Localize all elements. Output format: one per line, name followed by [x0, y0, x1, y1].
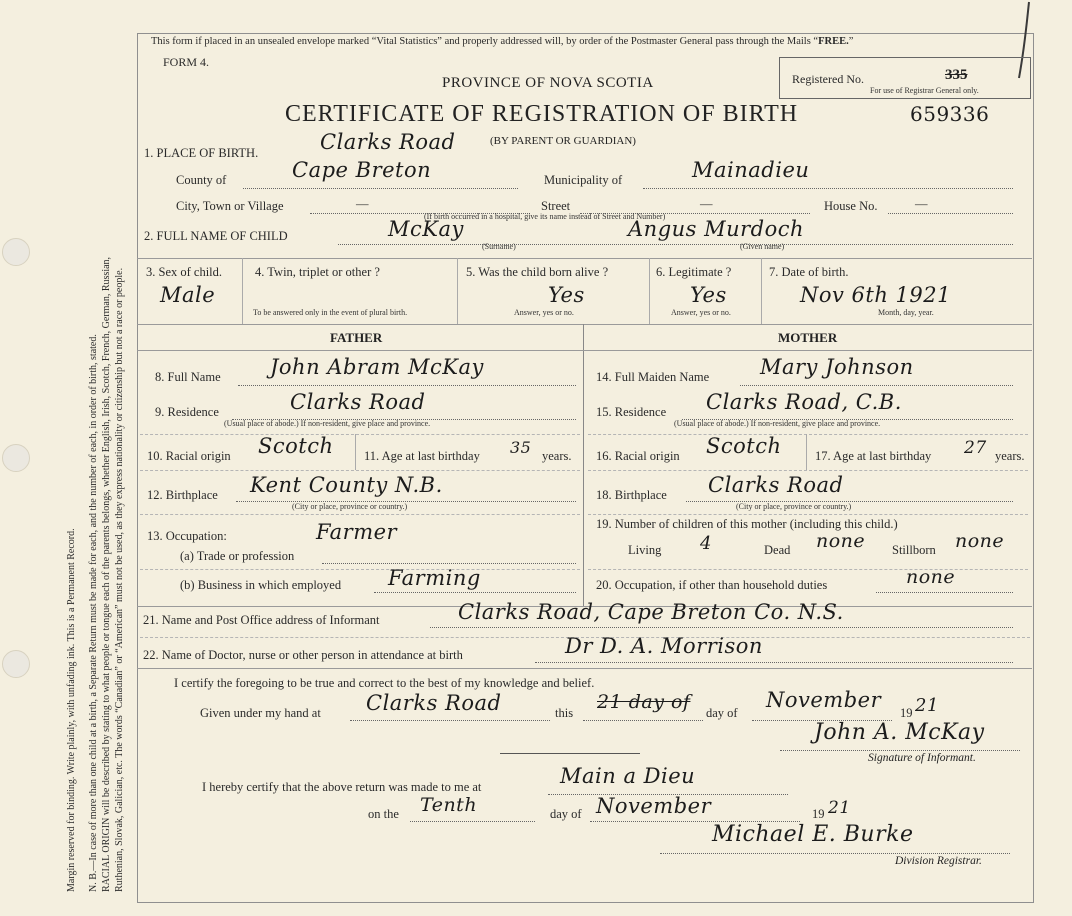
given-label: Given under my hand at: [200, 706, 321, 720]
margin-note-2: N. B.—In case of more than one child at a birth, a Separate Return must be made for each, and the number of each, in order of birth, stated.: [88, 334, 99, 892]
row-divider: [137, 258, 1032, 259]
mother-name-line: [740, 385, 1013, 386]
day-of-label: day of: [706, 706, 738, 720]
father-occupation-label: 13. Occupation:: [147, 529, 227, 543]
dob-value: Nov 6th 1921: [800, 283, 952, 307]
informant-value: Clarks Road, Cape Breton Co. N.S.: [458, 600, 844, 624]
business-label: (b) Business in which employed: [180, 578, 342, 592]
father-occupation-value: Farmer: [316, 520, 398, 544]
registrar-year-prefix: 19: [812, 807, 825, 821]
father-birthplace-note: (City or place, province or country.): [292, 502, 408, 511]
registered-box: [779, 57, 1031, 99]
stillborn-value: none: [955, 530, 1005, 552]
father-birthplace-label: 12. Birthplace: [147, 488, 218, 502]
registrar-day-of-label: day of: [550, 807, 582, 821]
mother-residence-note: (Usual place of abode.) If non-resident, give place and province.: [674, 419, 881, 428]
margin-note-4: Ruthenian, Slovak, Galician, etc. The words “Canadian” or “American” must not be used, as they express nationality or citizenship but not a race or people.: [114, 267, 125, 892]
dead-label: Dead: [764, 543, 791, 557]
year-prefix: 19: [900, 706, 913, 720]
mother-name-label: 14. Full Maiden Name: [596, 370, 710, 384]
city-label: City, Town or Village: [176, 199, 284, 213]
mother-age-unit: years.: [995, 449, 1025, 463]
father-birthplace-value: Kent County N.B.: [250, 473, 443, 497]
mother-birthplace-note: (City or place, province or country.): [736, 502, 852, 511]
municipality-label: Municipality of: [544, 173, 623, 187]
row-divider: [137, 324, 1032, 325]
dead-value: none: [816, 530, 866, 552]
father-race-value: Scotch: [258, 434, 334, 458]
informant-line: [430, 627, 1013, 628]
mother-residence-value: Clarks Road, C.B.: [706, 390, 902, 414]
margin-note-1: Margin reserved for binding. Write plainly, with unfading ink. This is a Permanent Record.: [66, 528, 77, 892]
child-name-label: 2. FULL NAME OF CHILD: [144, 229, 288, 243]
dob-note: Month, day, year.: [878, 308, 934, 317]
mother-occupation-value: none: [906, 566, 956, 588]
mother-residence-label: 15. Residence: [596, 405, 667, 419]
children-label: 19. Number of children of this mother (including this child.): [596, 517, 898, 531]
given-place-line: [350, 720, 550, 721]
signature-caption: Signature of Informant.: [868, 752, 976, 764]
registrar-day-line: [410, 821, 535, 822]
registered-label: Registered No.: [792, 72, 864, 86]
column-divider: [355, 434, 356, 470]
alive-value: Yes: [548, 283, 585, 307]
day-value: 21 day of: [597, 691, 691, 713]
county-line: [243, 188, 518, 189]
row-divider: [588, 514, 1028, 515]
row-divider: [588, 470, 1028, 471]
mother-occupation-line: [876, 592, 1013, 593]
row-divider: [588, 434, 1028, 435]
child-surname-value: McKay: [388, 217, 464, 241]
column-divider: [457, 258, 458, 324]
doctor-value: Dr D. A. Morrison: [565, 634, 763, 658]
municipality-line: [643, 188, 1013, 189]
registered-number: 335: [945, 67, 968, 83]
alive-label: 5. Was the child born alive ?: [466, 265, 609, 279]
mother-heading: MOTHER: [778, 330, 838, 345]
father-name-label: 8. Full Name: [155, 370, 221, 384]
registrar-year-value: 21: [828, 798, 851, 818]
street-label: Street: [541, 199, 571, 213]
registrar-statement: I hereby certify that the above return was made to me at: [202, 780, 482, 794]
margin-note-3: RACIAL ORIGIN will be described by stating to what people or tongue each of the parents belongs, whether English, Irish, Scotch, French, German, Russian,: [101, 256, 112, 892]
house-label: House No.: [824, 199, 878, 213]
father-race-label: 10. Racial origin: [147, 449, 231, 463]
divider-rule: [500, 753, 640, 754]
father-age-value: 35: [510, 438, 532, 457]
row-divider: [140, 470, 580, 471]
day-line: [583, 720, 703, 721]
page-title: CERTIFICATE OF REGISTRATION OF BIRTH: [285, 101, 799, 127]
father-age-label: 11. Age at last birthday: [364, 449, 480, 463]
mail-note-free: FREE.: [818, 36, 849, 47]
hospital-note: (If birth occurred in a hospital, give its name instead of Street and Number): [424, 212, 666, 221]
sex-label: 3. Sex of child.: [146, 265, 223, 279]
sex-value: Male: [160, 283, 216, 307]
mail-note-close: ”: [848, 36, 854, 47]
registrar-caption: Division Registrar.: [895, 855, 982, 867]
father-name-value: John Abram McKay: [270, 355, 484, 379]
dob-label: 7. Date of birth.: [769, 265, 849, 279]
registrar-month-value: November: [596, 794, 712, 818]
trade-line: [322, 563, 576, 564]
column-divider: [242, 258, 243, 324]
mail-note: [151, 36, 853, 47]
county-label: County of: [176, 173, 227, 187]
trade-label: (a) Trade or profession: [180, 549, 295, 563]
doctor-label: 22. Name of Doctor, nurse or other person in attendance at birth: [143, 648, 463, 662]
surname-caption: (Surname): [482, 242, 516, 251]
mother-birthplace-value: Clarks Road: [708, 473, 844, 497]
row-divider: [588, 569, 1028, 570]
city-value: —: [356, 197, 369, 211]
twin-label: 4. Twin, triplet or other ?: [255, 265, 380, 279]
doctor-line: [535, 662, 1013, 663]
certificate-number: 659336: [910, 102, 990, 126]
mother-race-label: 16. Racial origin: [596, 449, 680, 463]
father-residence-value: Clarks Road: [290, 390, 426, 414]
registrar-signature: Michael E. Burke: [712, 822, 914, 847]
mail-note-text: This form if placed in an unsealed envelope marked “Vital Statistics” and properly addressed will, by order of the Postmaster General pass through the Mails “: [151, 36, 819, 47]
informant-signature: John A. McKay: [814, 720, 985, 745]
column-divider: [806, 434, 807, 470]
registrar-note: For use of Registrar General only.: [870, 86, 979, 95]
province-heading: PROVINCE OF NOVA SCOTIA: [442, 75, 654, 91]
by-parent-note: (BY PARENT OR GUARDIAN): [490, 135, 636, 147]
year-value: 21: [915, 695, 939, 716]
column-divider: [761, 258, 762, 324]
parents-divider: [583, 324, 584, 606]
row-divider: [137, 668, 1032, 669]
father-residence-note: (Usual place of abode.) If non-resident, give place and province.: [224, 419, 431, 428]
living-label: Living: [628, 543, 662, 557]
house-line: [888, 213, 1013, 214]
on-the-label: on the: [368, 807, 399, 821]
given-caption: (Given name): [740, 242, 785, 251]
father-heading: FATHER: [330, 330, 383, 345]
row-divider: [140, 434, 580, 435]
child-given-value: Angus Murdoch: [628, 217, 805, 241]
column-divider: [649, 258, 650, 324]
alive-note: Answer, yes or no.: [514, 308, 574, 317]
signature-line: [780, 750, 1020, 751]
municipality-value: Mainadieu: [692, 158, 810, 182]
legitimate-value: Yes: [690, 283, 727, 307]
father-name-line: [238, 385, 576, 386]
father-age-unit: years.: [542, 449, 572, 463]
registrar-signature-line: [660, 853, 1010, 854]
county-value: Cape Breton: [292, 158, 432, 182]
informant-label: 21. Name and Post Office address of Informant: [143, 613, 380, 627]
margin-notes: [8, 32, 128, 892]
place-of-birth-label: 1. PLACE OF BIRTH.: [144, 146, 259, 160]
father-residence-label: 9. Residence: [155, 405, 219, 419]
mother-birthplace-label: 18. Birthplace: [596, 488, 667, 502]
mother-race-value: Scotch: [706, 434, 782, 458]
mother-occupation-label: 20. Occupation, if other than household duties: [596, 578, 828, 592]
stillborn-label: Stillborn: [892, 543, 936, 557]
legitimate-note: Answer, yes or no.: [671, 308, 731, 317]
registrar-day-value: Tenth: [420, 794, 478, 816]
form-number: FORM 4.: [163, 55, 210, 69]
registrar-place-value: Main a Dieu: [560, 764, 696, 788]
business-value: Farming: [388, 566, 481, 590]
this-label: this: [555, 706, 574, 720]
mother-age-value: 27: [964, 438, 987, 458]
house-value: —: [915, 197, 928, 211]
legitimate-label: 6. Legitimate ?: [656, 265, 732, 279]
row-divider: [137, 350, 1032, 351]
business-line: [374, 592, 576, 593]
given-place-value: Clarks Road: [366, 691, 502, 715]
row-divider: [140, 514, 580, 515]
mother-age-label: 17. Age at last birthday: [815, 449, 932, 463]
street-value: —: [700, 197, 713, 211]
mother-name-value: Mary Johnson: [760, 355, 914, 379]
child-name-line: [338, 244, 1013, 245]
twin-note: To be answered only in the event of plural birth.: [253, 308, 408, 317]
certify-statement: I certify the foregoing to be true and correct to the best of my knowledge and belief.: [174, 676, 595, 690]
place-of-birth-value: Clarks Road: [320, 130, 456, 154]
row-divider: [140, 569, 580, 570]
month-value: November: [766, 688, 882, 712]
living-value: 4: [700, 533, 712, 554]
